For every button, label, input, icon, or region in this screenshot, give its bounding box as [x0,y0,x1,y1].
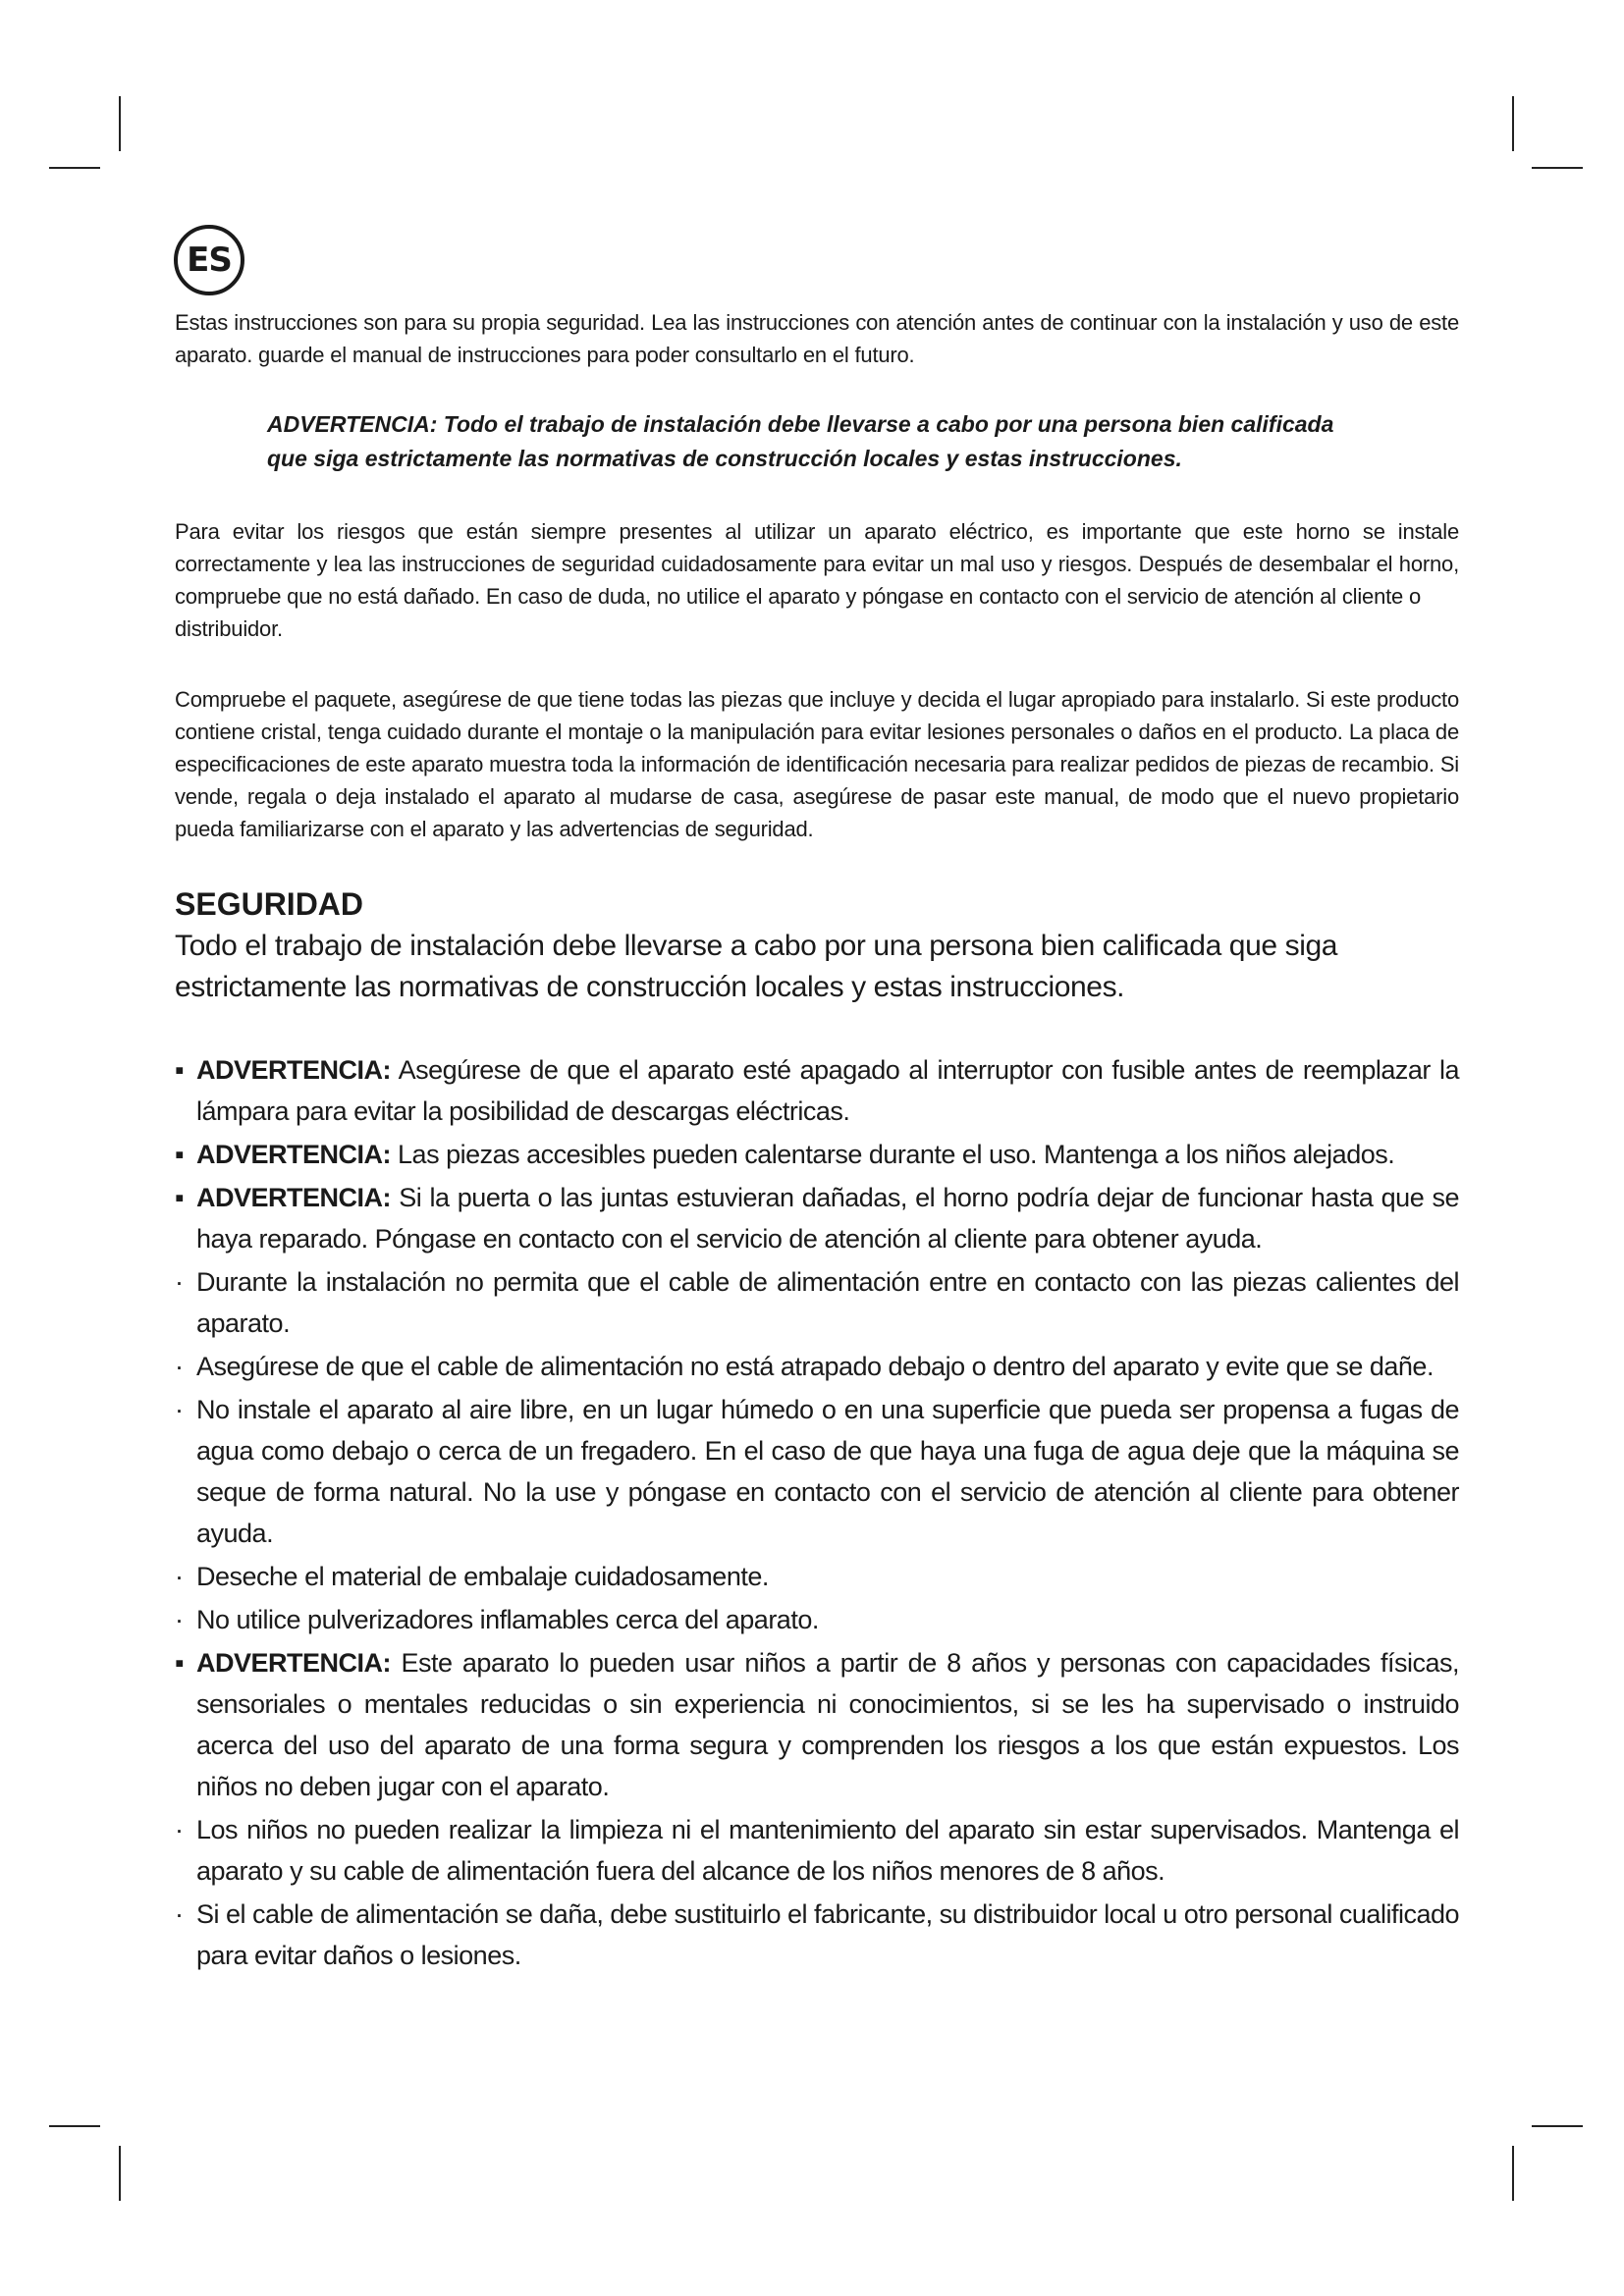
safety-item [175,1177,1459,1259]
bullet-icon: ▪ [175,1183,185,1212]
safety-item-text: No instale el aparato al aire libre, en un lugar húmedo o en una superficie que pueda ser propensa a fugas de agua como debajo o cerca de un fregadero. En el caso de que haya una fuga de agua deje que la máquina se seque de forma natural. No la use y póngase en contacto con el servicio de atención al cliente para obtener ayuda. [196,1395,1459,1548]
bullet-icon: ▪ [175,1140,185,1169]
bullet-icon: · [175,1605,184,1634]
safety-item [175,1556,1459,1597]
crop-mark-top-right-horizontal [1532,167,1583,169]
safety-item-text: Asegúrese de que el aparato esté apagado al interruptor con fusible antes de reemplazar la lámpara para evitar la posibilidad de descargas eléctricas. [196,1055,1460,1126]
safety-item-text: Durante la instalación no permita que el cable de alimentación entre en contacto con las piezas calientes del aparato. [196,1267,1459,1338]
safety-item [175,1261,1459,1344]
bullet-icon: · [175,1815,184,1844]
safety-list [175,1049,1459,1976]
safety-item [175,1346,1459,1387]
safety-item-text: Las piezas accesibles pueden calentarse durante el uso. Mantenga a los niños alejados. [398,1140,1395,1169]
warning-label: ADVERTENCIA: [196,1648,392,1678]
safety-item-text: Si el cable de alimentación se daña, debe sustituirlo el fabricante, su distribuidor local u otro personal cualificado para evitar daños o lesiones. [196,1899,1459,1970]
safety-item [175,1894,1459,1976]
risks-paragraph-tail: distribuidor. [175,616,283,641]
package-paragraph: Compruebe el paquete, asegúrese de que tiene todas las piezas que incluye y decida el lugar apropiado para instalarlo. Si este producto contiene cristal, tenga cuidado durante el montaje o la manipulación para evitar lesiones personales o daños en el producto. La placa de especificaciones de este aparato muestra toda la información de identificación necesaria para realizar pedidos de piezas de recambio. Si vende, regala o deja instalado el aparato al mudarse de casa, asegúrese de pasar este manual, de modo que el nuevo propietario pueda familiarizarse con el aparato y las advertencias de seguridad. [175,687,1459,841]
safety-item [175,1599,1459,1640]
warning-label: ADVERTENCIA: [196,1140,392,1169]
safety-item-text: Asegúrese de que el cable de alimentación no está atrapado debajo o dentro del aparato y evite que se dañe. [196,1352,1434,1381]
bullet-icon: · [175,1352,184,1381]
crop-mark-top-left-horizontal [49,167,100,169]
safety-item [175,1049,1459,1132]
risks-paragraph-text: Para evitar los riesgos que están siempre presentes al utilizar un aparato eléctrico, es importante que este horno se instale correctamente y lea las instrucciones de seguridad cuidadosamente para evitar un mal uso y riesgos. Después de desembalar el horno, compruebe que no está dañado. En caso de duda, no utilice el aparato y póngase en contacto con el servicio de atención al cliente o [175,519,1459,609]
section-title: SEGURIDAD [175,886,364,922]
crop-mark-bottom-left-horizontal [49,2125,100,2127]
bullet-icon: · [175,1267,184,1297]
risks-paragraph [175,515,1459,645]
safety-item [175,1134,1459,1175]
bullet-icon: · [175,1562,184,1591]
bullet-icon: · [175,1395,184,1424]
bullet-icon: ▪ [175,1055,185,1085]
safety-item [175,1809,1459,1892]
safety-item-text: Los niños no pueden realizar la limpieza ni el mantenimiento del aparato sin estar supervisados. Mantenga el aparato y su cable de alimentación fuera del alcance de los niños menores de 8 años. [196,1815,1459,1886]
warning-label: ADVERTENCIA: [196,1183,392,1212]
safety-item-text: Deseche el material de embalaje cuidadosamente. [196,1562,769,1591]
safety-item [175,1642,1459,1807]
safety-item [175,1389,1459,1554]
document-body [175,306,1459,1978]
crop-mark-top-left-vertical [119,96,121,151]
installation-warning: ADVERTENCIA: Todo el trabajo de instalación debe llevarse a cabo por una persona bien calificada que siga estrictamente las normativas de construcción locales y estas instrucciones. [267,411,1334,471]
crop-mark-bottom-right-horizontal [1532,2125,1583,2127]
intro-paragraph: Estas instrucciones son para su propia seguridad. Lea las instrucciones con atención antes de continuar con la instalación y uso de este aparato. guarde el manual de instrucciones para poder consultarlo en el futuro. [175,310,1459,367]
safety-item-text: Si la puerta o las juntas estuvieran dañadas, el horno podría dejar de funcionar hasta que se haya reparado. Póngase en contacto con el servicio de atención al cliente para obtener ayuda. [196,1183,1459,1254]
language-badge: ES [174,225,244,295]
crop-mark-top-right-vertical [1512,96,1514,151]
safety-item-text: No utilice pulverizadores inflamables cerca del aparato. [196,1605,819,1634]
bullet-icon: · [175,1899,184,1929]
crop-mark-bottom-right-vertical [1512,2146,1514,2201]
bullet-icon: ▪ [175,1648,185,1678]
section-lead: Todo el trabajo de instalación debe llevarse a cabo por una persona bien calificada que siga estrictamente las normativas de construcción locales y estas instrucciones. [175,930,1338,1003]
safety-item-text: Este aparato lo pueden usar niños a partir de 8 años y personas con capacidades físicas, sensoriales o mentales reducidas o sin experiencia ni conocimientos, si se les ha supervisado o instruido acerca del uso del aparato de una forma segura y comprenden los riesgos a los que están expuestos. Los niños no deben jugar con el aparato. [196,1648,1459,1801]
crop-mark-bottom-left-vertical [119,2146,121,2201]
warning-label: ADVERTENCIA: [196,1055,392,1085]
